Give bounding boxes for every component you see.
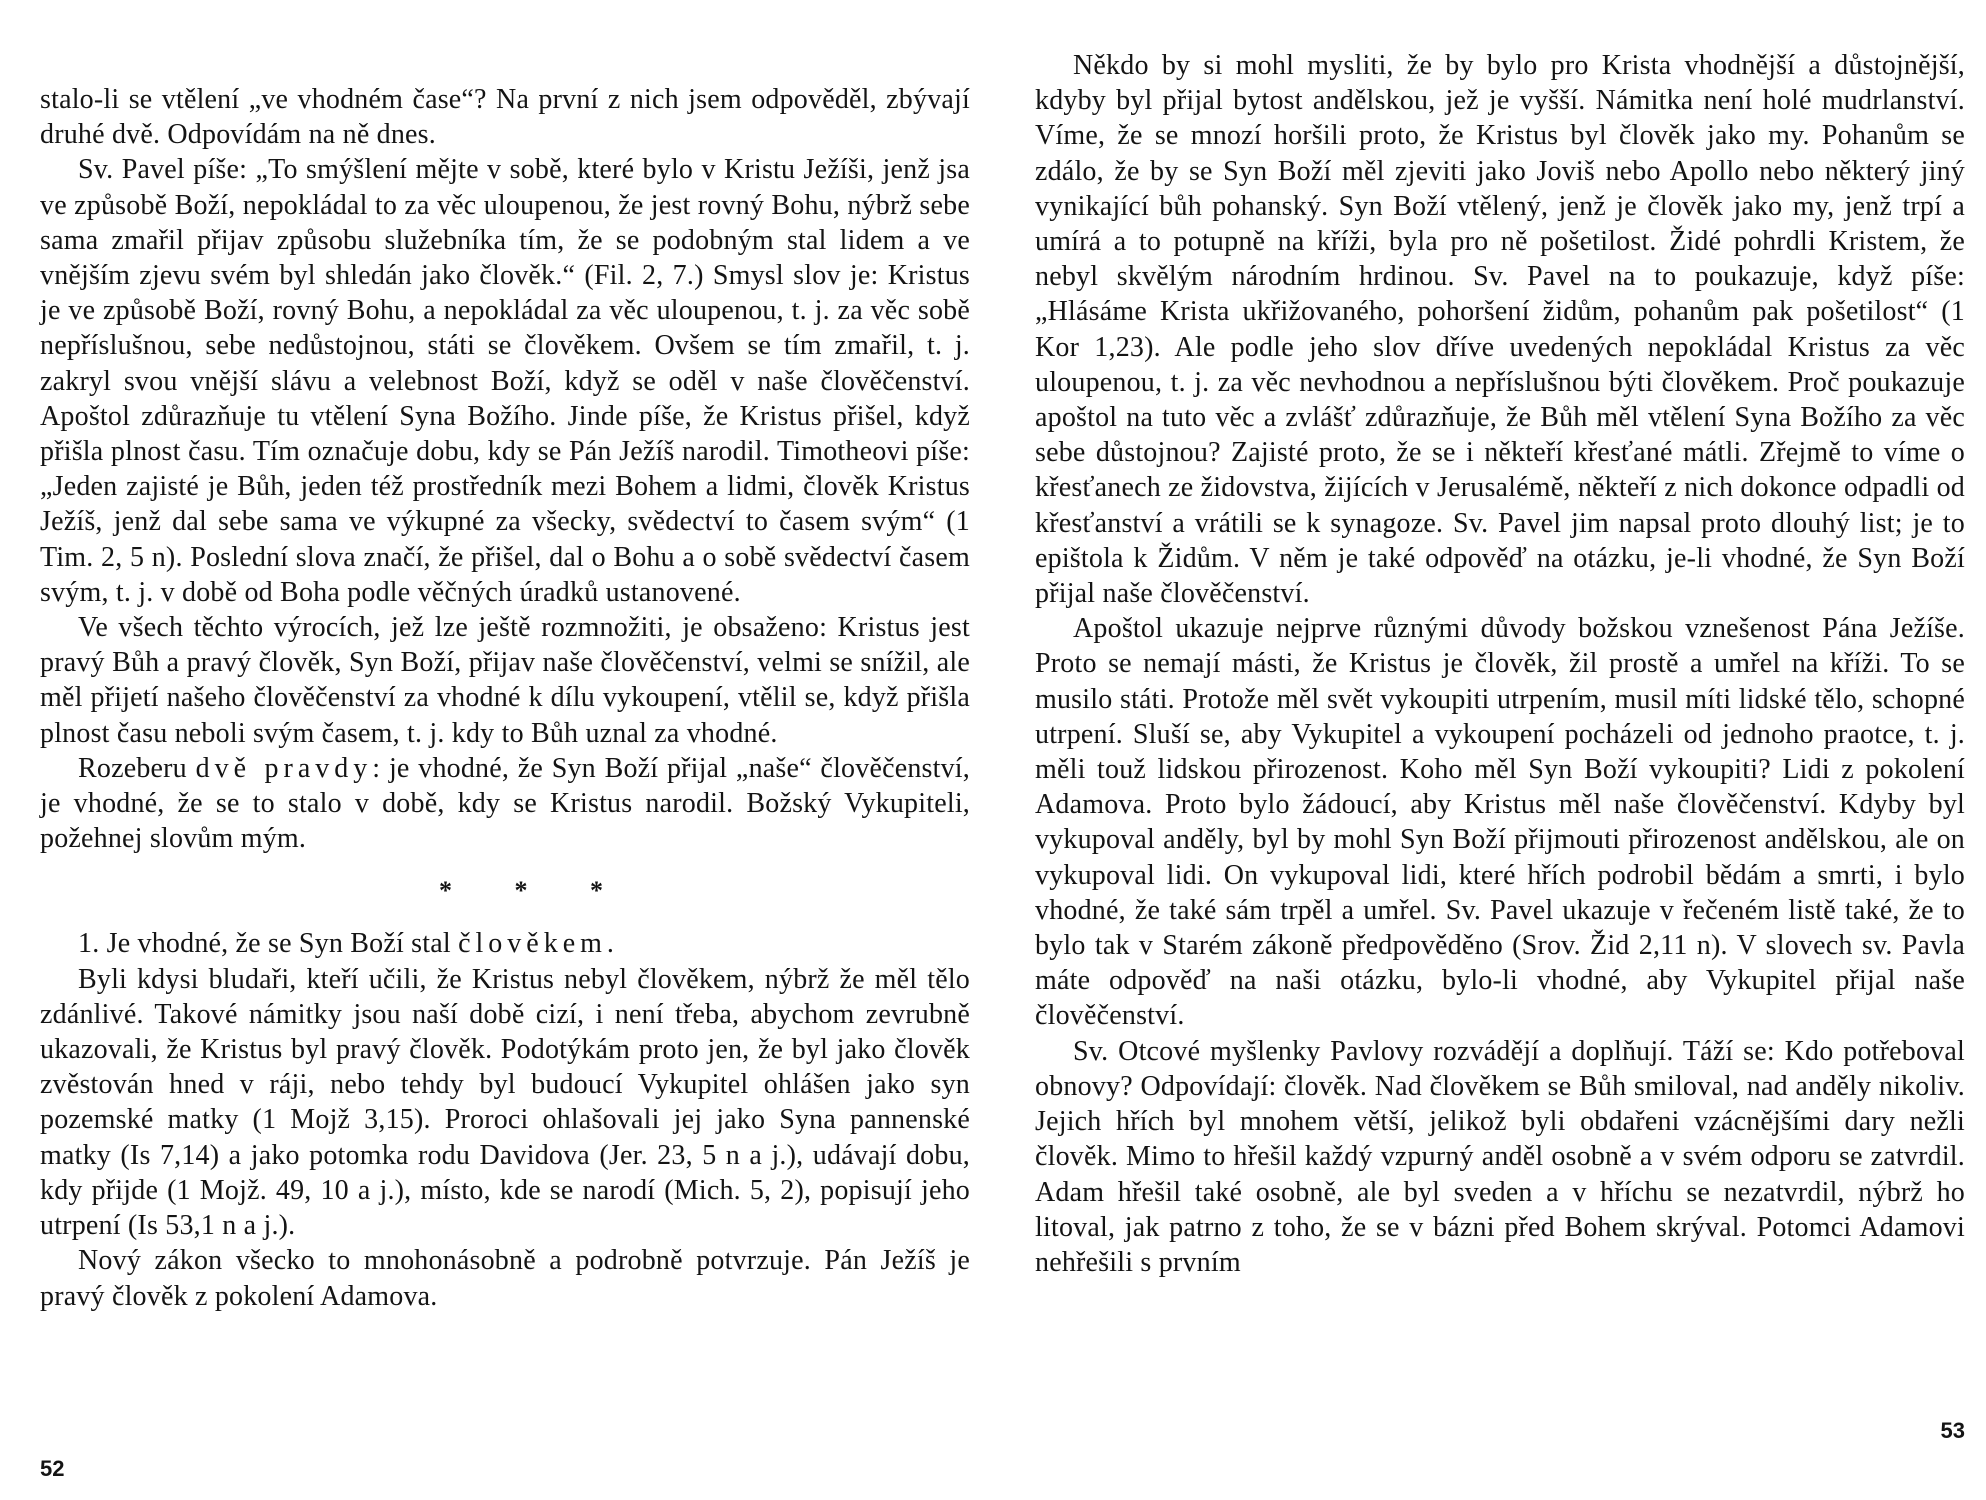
paragraph: Ve všech těchto výrocích, jež lze ještě rozmnožiti, je obsaženo: Kristus jest pravý Bůh a pravý člověk, Syn Boží, přijav naše člověčenství, velmi se snížil, ale měl přijetí našeho člověčenství za vhodné k dílu vykoupení, vtělil se, když přišla plnost času neboli svým časem, t. j. kdy to Bůh uznal za vhodné. [40,612,970,749]
paragraph: Nový zákon všecko to mnohonásobně a podrobně potvrzuje. Pán Ježíš je pravý člověk z pokolení Adamova. [40,1245,970,1312]
paragraph: Byli kdysi bludaři, kteří učili, že Kristus nebyl člověkem, nýbrž že měl tělo zdánlivé. Takové námitky jsou naší době cizí, i není třeba, abychom zevrubně ukazovali, že Kristus byl pravý člověk. Podotýkám proto jen, že byl jako člověk zvěstován hned v ráji, nebo tehdy byl budoucí Vykupitel ohlášen jako syn pozemské matky (1 Mojž 3,15). Proroci ohlašovali jej jako Syna pannenské matky (Is 7,14) a jako potomka rodu Davidova (Jer. 23, 5 n a j.), udávají dobu, kdy přijde (1 Mojž. 49, 10 a j.), místo, kde se narodí (Mich. 5, 2), popisují jeho utrpení (Is 53,1 n a j.). [40,963,970,1242]
paragraph: Někdo by si mohl mysliti, že by bylo pro Krista vhodnější a důstojnější, kdyby byl přijal bytost andělskou, jež je vyšší. Námitka není holé mudrlanství. Víme, že se mnozí horšili proto, že Kristus byl člověk jako my. Pohanům se zdálo, že by se Syn Boží měl zjeviti jako Jovіš nebo Apollo nebo některý jiný vynikající bůh pohanský. Syn Boží vtělený, jenž je člověk jako my, jenž trpí a umírá a to potupně na kříži, byla pro ně pošetilost. Židé pohrdli Kristem, že nebyl skvělým národním hrdinou. Sv. Pavel na to poukazuje, když píše: „Hlásáme Krista ukřižovaného, pohoršení židům, pohanům pak pošetilost“ (1 Kor 1,23). Ale podle jeho slov dříve uvedených nepokládal Kristus za věc uloupenou, t. j. za věc nevhodnou a nepříslušnou býti člověkem. Proč poukazuje apoštol na tuto věc a zvlášť zdůrazňuje, že Bůh měl vtělení Syna Božího za věc sebe důstojnou? Zajisté proto, že se i někteří křesťané mátli. Zřejmě to víme o křesťanech ze židovstva, žijících v Jerusalémě, někteří z nich dokonce odpadli od křesťanství a vrátili se k synagoze. Sv. Pavel jim napsal proto dlouhý list; je to epištola k Židům. V něm je také odpověď na otázku, je-li vhodné, že Syn Boží přijal naše člověčenství. [1035,50,1965,610]
spaced-emphasis: člověkem [458,928,607,960]
paragraph: stalo-li se vtělení „ve vhodném čase“? Na první z nich jsem odpověděl, zbývají druhé dvě. Odpovídám na ně dnes. [40,84,970,151]
section-separator: * * * [439,876,631,906]
text-run: : je vhodné, že Syn Boží přijal „naše“ člověčenství, je vhodné, že se to stalo v době, kdy se Kristus narodil. Božský Vykupiteli, požehnej slovům mým. [40,752,970,855]
paragraph-thesis [40,751,970,857]
text-run: Rozeberu [78,752,196,784]
page-number: 53 [1940,1418,1965,1443]
paragraph: Sv. Otcové myšlenky Pavlovy rozvádějí a doplňují. Táží se: Kdo potřeboval obnovy? Odpovídají: člověk. Nad člověkem se Bůh smiloval, nad anděly nikoliv. Jejich hřích byl mnohem větší, jelikož byli obdařeni vzácnějšími dary nežli člověk. Mimo to hřešil každý vzpurný anděl osobně a v svém odporu se zatvrdil. Adam hřešil také osobně, ale byl sveden a v hříchu se nezatvrdil, nýbrž ho litoval, jak patrno z toho, že se v bázni před Bohem skrýval. Potomci Adamovi nehřešili s prvním [1035,1035,1965,1278]
paragraph: Sv. Pavel píše: „To smýšlení mějte v sobě, které bylo v Kristu Ježíši, jenž jsa ve způsobě Boží, nepokládal to za věc uloupenou, že jest rovný Bohu, nýbrž sebe sama zmařil přijav způsobu služebníka tím, že se podobným stal lidem a ve vnějším zjevu svém byl shledán jako člověk.“ (Fil. 2, 7.) Smysl slov je: Kristus je ve způsobě Boží, rovný Bohu, a nepokládal za věc uloupenou, t. j. za věc sobě nepříslušnou, sebe nedůstojnou, státi se člověkem. Ovšem se tím zmařil, t. j. zakryl svou vnější slávu a velebnost Boží, když se oděl v naše člověčenství. Apoštol zdůrazňuje tu vtělení Syna Božího. Jinde píše, že Kristus přišel, když přišla plnost času. Tím označuje dobu, kdy se Pán Ježíš narodil. Timotheovi píše: „Jeden zajisté je Bůh, jeden též prostředník mezi Bohem a lidmi, člověk Kristus Ježíš, jenž dal sebe sama ve výkupné za všecky, svědectví to časem svým“ (1 Tim. 2, 5 n). Poslední slova značí, že přišel, dal o Bohu a o sobě svědectví časem svým, t. j. v době od Boha podle věčných úradků ustanovené. [40,154,970,608]
section-heading [40,926,970,961]
right-text-column [1035,48,1965,1280]
text-run: 1. Je vhodné, že se Syn Boží stal [78,928,459,960]
paragraph: Apoštol ukazuje nejprve různými důvody božskou vznešenost Pána Ježíše. Proto se nemají másti, že Kristus je člověk, žil prostě a umřel na kříži. To se musilo státi. Protože měl svět vykoupiti utrpením, musil míti lidské tělo, schopné utrpení. Sluší se, aby Vykupitel a vykoupení pocházeli od jednoho praotce, t. j. měli touž lidskou přirozenost. Koho měl Syn Boží vykoupiti? Lidi z pokolení Adamova. Proto bylo žádoucí, aby Kristus měl naše člověčenství. Kdyby byl vykupoval anděly, byl by mohl Syn Boží přijmouti přirozenost andělskou, ale on vykupoval lidi. On vykupoval lidi, které hřích podrobil bědám a smrti, i bylo vhodné, že také sám trpěl a umřel. Sv. Pavel ukazuje v řečeném listě také, že to bylo tak v Starém zákoně předpověděno (Srov. Žid 2,11 n). V slovech sv. Pavla máte odpověď na naši otázku, bylo-li vhodné, aby Vykupitel přijal naše člověčenství. [1035,613,1965,1032]
spaced-emphasis: dvě pravdy [195,752,373,784]
page-number: 52 [40,1456,65,1481]
text-run: . [606,928,615,960]
left-text-column [40,82,970,1314]
